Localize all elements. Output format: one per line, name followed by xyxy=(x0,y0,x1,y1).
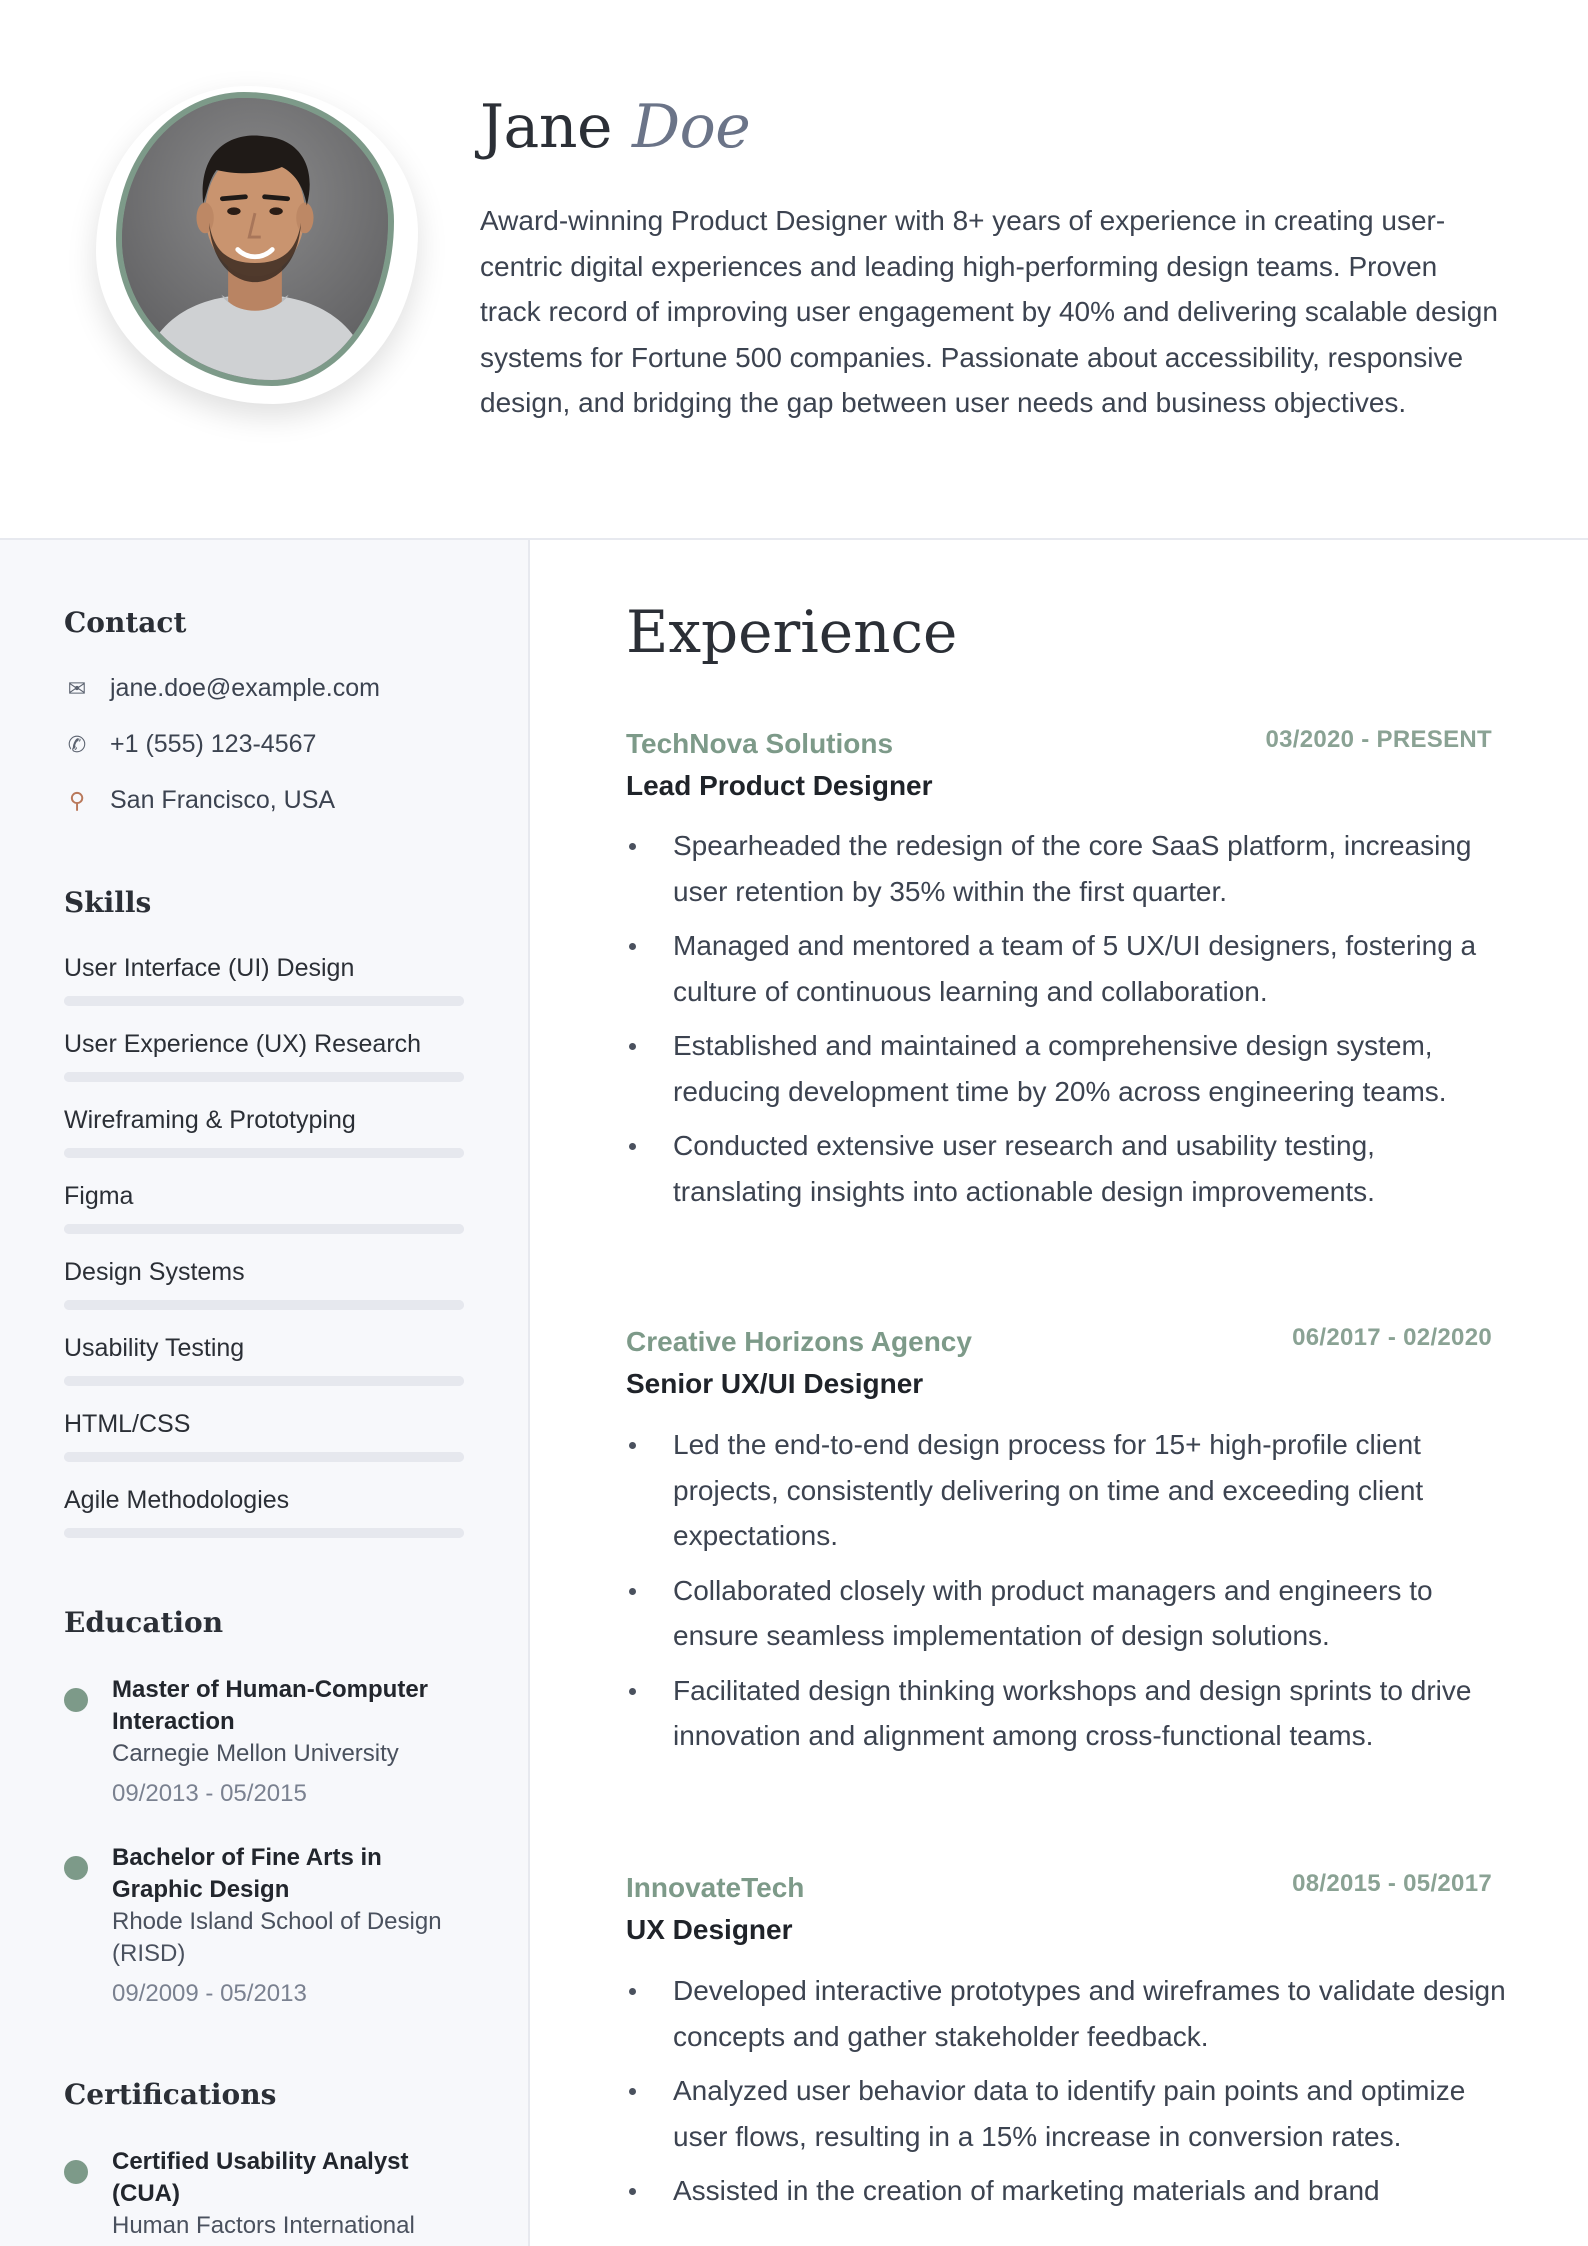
job-company: Creative Horizons Agency xyxy=(626,1326,972,1357)
job-dates: 03/2020 - PRESENT xyxy=(1265,726,1492,753)
phone-icon: ✆ xyxy=(67,732,87,757)
job-role: Lead Product Designer xyxy=(626,770,933,801)
list-item: Facilitated design thinking workshops and design sprints to drive innovation and alignment among cross-functional teams. xyxy=(626,1668,1506,1759)
contact-email[interactable]: ✉ jane.doe@example.com xyxy=(64,674,380,703)
education-dates: 09/2013 - 05/2015 xyxy=(112,1780,307,1807)
resume-header xyxy=(0,0,1588,540)
timeline-dot xyxy=(64,1856,88,1880)
email-icon: ✉ xyxy=(67,676,87,701)
list-item: Managed and mentored a team of 5 UX/UI designers, fostering a culture of continuous learning and collaboration. xyxy=(626,923,1506,1014)
skill-bar xyxy=(64,1528,464,1538)
certifications-heading: Certifications xyxy=(64,2078,277,2111)
skill-bar xyxy=(64,996,464,1006)
list-item: Established and maintained a comprehensive design system, reducing development time by 20% across engineering teams. xyxy=(626,1023,1506,1114)
list-item: Developed interactive prototypes and wireframes to validate design concepts and gather stakeholder feedback. xyxy=(626,1968,1506,2059)
candidate-name xyxy=(480,92,750,162)
last-name: Doe xyxy=(631,92,751,162)
skill-label: Usability Testing xyxy=(64,1334,245,1362)
skill-label: User Interface (UI) Design xyxy=(64,954,355,982)
job-bullets xyxy=(626,1422,1506,1768)
list-item: Collaborated closely with product managers and engineers to ensure seamless implementation of design solutions. xyxy=(626,1568,1506,1659)
experience-heading: Experience xyxy=(626,598,958,666)
certification-title: Certified Usability Analyst (CUA) xyxy=(112,2148,409,2207)
job-dates: 08/2015 - 05/2017 xyxy=(1292,1870,1492,1897)
certification-issuer: Human Factors International xyxy=(112,2212,415,2239)
skill-label: HTML/CSS xyxy=(64,1410,191,1438)
skill-bar xyxy=(64,1376,464,1386)
education-heading: Education xyxy=(64,1606,224,1639)
list-item: Conducted extensive user research and usability testing, translating insights into actionable design improvements. xyxy=(626,1123,1506,1214)
contact-phone[interactable]: ✆ +1 (555) 123-4567 xyxy=(64,730,316,759)
education-degree: Bachelor of Fine Arts in Graphic Design xyxy=(112,1844,382,1903)
education-degree: Master of Human-Computer Interaction xyxy=(112,1676,429,1735)
list-item: Assisted in the creation of marketing materials and brand xyxy=(626,2168,1506,2214)
timeline-dot xyxy=(64,2160,88,2184)
skill-bar xyxy=(64,1300,464,1310)
contact-location: ⚲ San Francisco, USA xyxy=(64,786,335,815)
skill-label: Figma xyxy=(64,1182,134,1210)
list-item: Led the end-to-end design process for 15+ high-profile client projects, consistently delivering on time and exceeding client expectations. xyxy=(626,1422,1506,1559)
skill-label: Wireframing & Prototyping xyxy=(64,1106,356,1134)
skill-bar xyxy=(64,1072,464,1082)
job-bullets xyxy=(626,823,1506,1223)
sidebar xyxy=(0,540,530,2246)
location-pin-icon: ⚲ xyxy=(68,788,86,813)
profile-summary: Award-winning Product Designer with 8+ years of experience in creating user-centric digital experiences and leading high-performing design teams. Proven track record of improving user engagement by 40% and delivering scalable design systems for Fortune 500 companies. Passionate about accessibility, responsive design, and bridging the gap between user needs and business objectives. xyxy=(480,205,1498,419)
job-company: TechNova Solutions xyxy=(626,728,894,759)
education-school: Carnegie Mellon University xyxy=(112,1740,399,1767)
skill-label: Design Systems xyxy=(64,1258,245,1286)
skill-label: Agile Methodologies xyxy=(64,1486,290,1514)
education-school: Rhode Island School of Design (RISD) xyxy=(112,1908,442,1967)
skill-bar xyxy=(64,1224,464,1234)
skill-label: User Experience (UX) Research xyxy=(64,1030,422,1058)
skill-bar xyxy=(64,1452,464,1462)
skills-heading: Skills xyxy=(64,886,152,919)
skill-bar xyxy=(64,1148,464,1158)
contact-heading: Contact xyxy=(64,606,187,639)
job-role: Senior UX/UI Designer xyxy=(626,1368,924,1399)
job-dates: 06/2017 - 02/2020 xyxy=(1292,1324,1492,1351)
job-role: UX Designer xyxy=(626,1914,793,1945)
list-item: Spearheaded the redesign of the core SaaS platform, increasing user retention by 35% within the first quarter. xyxy=(626,823,1506,914)
job-bullets xyxy=(626,1968,1506,2223)
education-dates: 09/2009 - 05/2013 xyxy=(112,1980,307,2007)
job-company: InnovateTech xyxy=(626,1872,805,1903)
first-name: Jane xyxy=(480,92,612,162)
list-item: Analyzed user behavior data to identify pain points and optimize user flows, resulting in a 15% increase in conversion rates. xyxy=(626,2068,1506,2159)
timeline-dot xyxy=(64,1688,88,1712)
